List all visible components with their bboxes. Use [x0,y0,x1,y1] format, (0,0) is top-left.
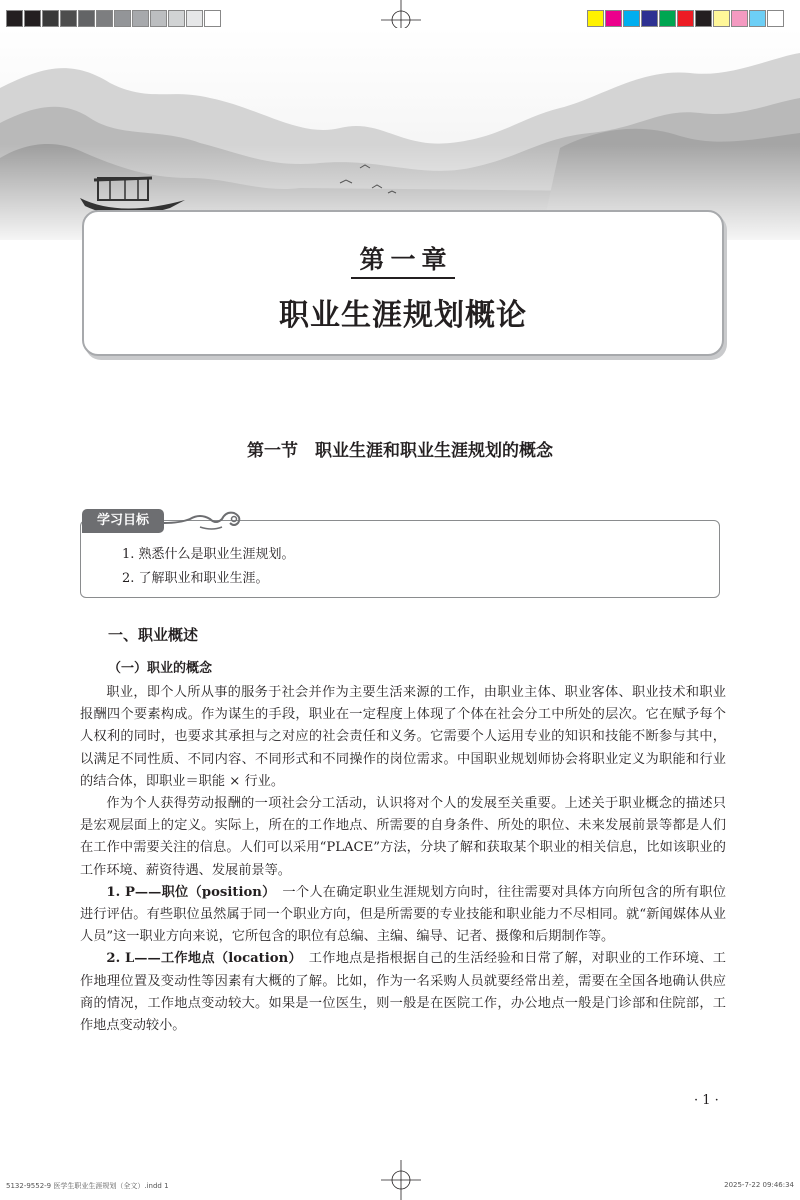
chapter-title-box [82,210,724,356]
color-swatch [767,10,784,27]
color-swatch [641,10,658,27]
paragraph: 作为个人获得劳动报酬的一项社会分工活动，认识将对个人的发展至关重要。上述关于职业概念的描述只是宏观层面上的定义。实际上，所在的工作地点、所需要的自身条件、所处的职位、未来发展前景等都是人们在工作中需要关注的信息。人们可以采用“PLACE”方法，分块了解和获取某个职业的相关信息，比如该职业的工作环境、薪资待遇、发展前景等。 [80,796,726,878]
landscape-banner [0,28,800,240]
paragraph-text: 工作地点是指根据自己的生活经验和日常了解，对职业的工作环境、工作地理位置及变动性等因素有大概的了解。比如，作为一名采购人员就要经常出差，需要在全国各地确认供应商的情况，工作地点变动较大。如果是一位医生，则一般是在医院工作，办公地点一般是门诊部和住院部，工作地点变动较小。 [80,951,726,1034]
color-swatch [677,10,694,27]
paragraph-text: 一个人在确定职业生涯规划方向时，往往需要对具体方向所包含的所有职位进行评估。有些职位虽然属于同一个职业方向，但是所需要的专业技能和职业能力不尽相同。就“新闻媒体从业人员”这一职业方向来说，它所包含的职位有总编、主编、编导、记者、摄像和后期制作等。 [80,884,726,945]
objective-item: 2. 了解职业和职业生涯。 [122,571,269,586]
color-swatch [168,10,185,27]
color-swatch [695,10,712,27]
color-swatch [150,10,167,27]
footer-timestamp: 2025-7-22 09:46:34 [724,1181,794,1189]
color-swatch [713,10,730,27]
paragraph: 职业，即个人所从事的服务于社会并作为主要生活来源的工作，由职业主体、职业客体、职业技术和职业报酬四个要素构成。作为谋生的手段，职业在一定程度上体现了个体在社会分工中所处的层次。它在赋予每个人权利的同时，也要求其承担与之对应的社会责任和义务。它需要个人运用专业的知识和技能不断参与其中，以满足不同性质、不同内容、不同形式和不同操作的岗位需求。中国职业规划师协会将职业定义为职能和行业的结合体，即职业＝职能 × 行业。 [80,685,726,789]
color-swatch [78,10,95,27]
section-title: 第一节 职业生涯和职业生涯规划的概念 [247,441,553,461]
paragraph-lead: 2. L——工作地点（location） [106,951,296,967]
color-swatch [731,10,748,27]
chapter-number: 第一章 [84,240,722,276]
cloud-swirl-icon [160,505,250,535]
color-swatch [114,10,131,27]
color-bar [587,10,785,27]
paragraph [80,948,726,1037]
heading-level-1: 一、职业概述 [108,626,199,644]
color-swatch [659,10,676,27]
chapter-title: 职业生涯规划概论 [279,298,527,333]
color-swatch [587,10,604,27]
color-swatch [6,10,23,27]
color-swatch [749,10,766,27]
registration-mark-icon [381,1160,421,1200]
color-swatch [96,10,113,27]
paragraph-lead: 1. P——职位（position） [106,884,269,900]
color-swatch [204,10,221,27]
page-number: · 1 · [694,1093,719,1108]
footer-file-info: 5132-9552-9 医学生职业生涯规划（全文）.indd 1 [6,1182,169,1190]
heading-level-2: （一）职业的概念 [108,661,213,676]
color-swatch [42,10,59,27]
color-swatch [132,10,149,27]
color-swatch [186,10,203,27]
paragraph [80,882,726,949]
color-swatch [24,10,41,27]
learning-objectives-tag: 学习目标 [82,509,164,533]
color-swatch [605,10,622,27]
objective-item: 1. 熟悉什么是职业生涯规划。 [122,547,295,562]
color-swatch [60,10,77,27]
grayscale-bar [6,10,222,27]
color-swatch [623,10,640,27]
body-text [80,682,726,1037]
